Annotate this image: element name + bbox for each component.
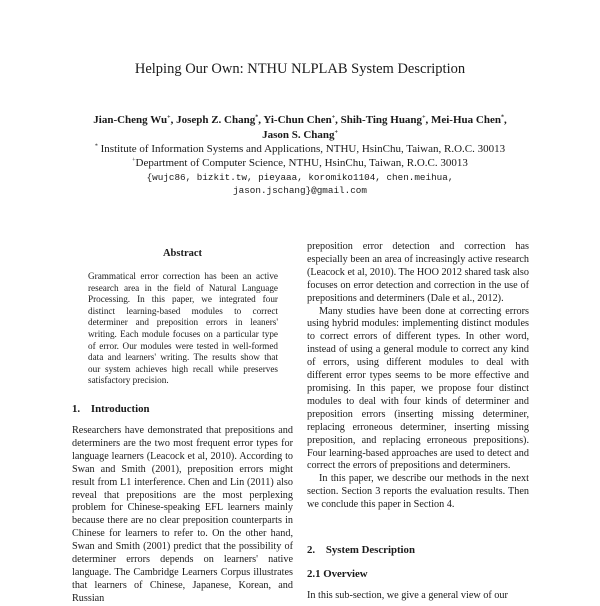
- affiliation-text: Department of Computer Science, NTHU, HsinChu, Taiwan, R.O.C. 30013: [135, 157, 468, 169]
- subsection-heading-overview: 2.1 Overview: [307, 568, 368, 580]
- author-mark: +: [331, 114, 336, 121]
- author-mark: +: [422, 114, 426, 121]
- affiliation-mark: *: [94, 143, 98, 150]
- author-mark: *: [255, 114, 259, 121]
- abstract-body: [88, 271, 278, 387]
- author-name: Joseph Z. Chang: [176, 114, 256, 126]
- author-mark: +: [334, 129, 338, 136]
- author-name: Mei-Hua Chen: [430, 114, 501, 126]
- author-name: Jason S. Chang: [262, 129, 335, 141]
- affiliation-mark: +: [132, 157, 136, 164]
- paragraph: Researchers have demonstrated that prepositions and determiners are the two most frequent error types for language learners (Leacock et al, 2010). According to Swan and Smith (2001), preposition errors might result from L1 interference. Chen and Lin (2011) also reveal that prepositions are the most perplexing problem for Chinese-speaking EFL learners mainly because there are no clear preposition counterparts in Chinese for learners to refer to. On the other hand, Swan and Smith (2001) predict that the possibility of determiner errors depends on learners' native language. The Cambridge Learners Corpus illustrates that learners of Chinese, Japanese, Korean, and Russian: [72, 425, 293, 604]
- author-name: Jian-Cheng Wu: [93, 114, 168, 126]
- author-list: [40, 113, 560, 143]
- affiliation-2: [40, 156, 560, 170]
- section-heading-introduction: 1. Introduction: [72, 403, 150, 415]
- author-mark: +: [167, 114, 171, 121]
- author-name: Shih-Ting Huang: [340, 114, 423, 126]
- section-heading-system-description: 2. System Description: [307, 544, 415, 556]
- paper-title: Helping Our Own: NTHU NLPLAB System Description: [134, 61, 466, 77]
- email-line: jason.jschang}@gmail.com: [233, 185, 367, 196]
- paragraph: In this paper, we describe our methods in the next section. Section 3 reports the evaluation results. Then we conclude this paper in Section 4.: [307, 473, 529, 511]
- abstract-text: Grammatical error correction has been an active research area in the field of Natural Language Processing. In this paper, we integrated four distinct learning-based modules to correct determiner and preposition errors in leaners' writing. Each module focuses on a particular type of error. Our modules were tested in well-formed data and learners' writing. The results show that our system achieves high recall while preserves satisfactory precision.: [88, 271, 278, 386]
- paragraph: preposition error detection and correction has especially been an area of increasingly active research (Leacock et al, 2010). The HOO 2012 shared task also focuses on error detection and correction in the use of prepositions and determiners (Dale et al., 2012).: [307, 241, 529, 304]
- introduction-body: [72, 425, 293, 606]
- right-column-body: [307, 241, 529, 512]
- author-separator: ,: [335, 114, 341, 126]
- paragraph: In this sub-section, we give a general view of our: [307, 590, 508, 601]
- abstract-title: Abstract: [162, 248, 203, 259]
- author-separator: ,: [503, 114, 507, 126]
- author-mark: *: [500, 114, 504, 121]
- affiliation-text: Institute of Information Systems and Applications, NTHU, HsinChu, Taiwan, R.O.C. 30013: [100, 143, 506, 155]
- paragraph: Many studies have been done at correcting errors using hybrid modules: implementing distinct modules to correct errors of different types. In other word, instead of using a general module to correct any kind of errors, using different modules to deal with different error types seems to be more effective and promising. In this paper, we propose four distinct modules to deal with four kinds of determiner and preposition errors (inserting missing determiner, replacing erroneous determiner, inserting missing preposition, and replacing erroneous prepositions). Four learning-based approaches are used to detect and correct the errors of prepositions and determiners.: [307, 305, 529, 472]
- author-emails: [60, 171, 540, 197]
- affiliation-1: [40, 142, 560, 156]
- overview-body: [307, 590, 529, 603]
- author-name: Yi-Chun Chen: [263, 114, 332, 126]
- author-separator: ,: [425, 114, 431, 126]
- author-separator: ,: [170, 114, 177, 126]
- email-line: {wujc86, bizkit.tw, pieyaaa, koromiko1104, chen.meihua,: [146, 172, 454, 183]
- author-separator: ,: [258, 114, 264, 126]
